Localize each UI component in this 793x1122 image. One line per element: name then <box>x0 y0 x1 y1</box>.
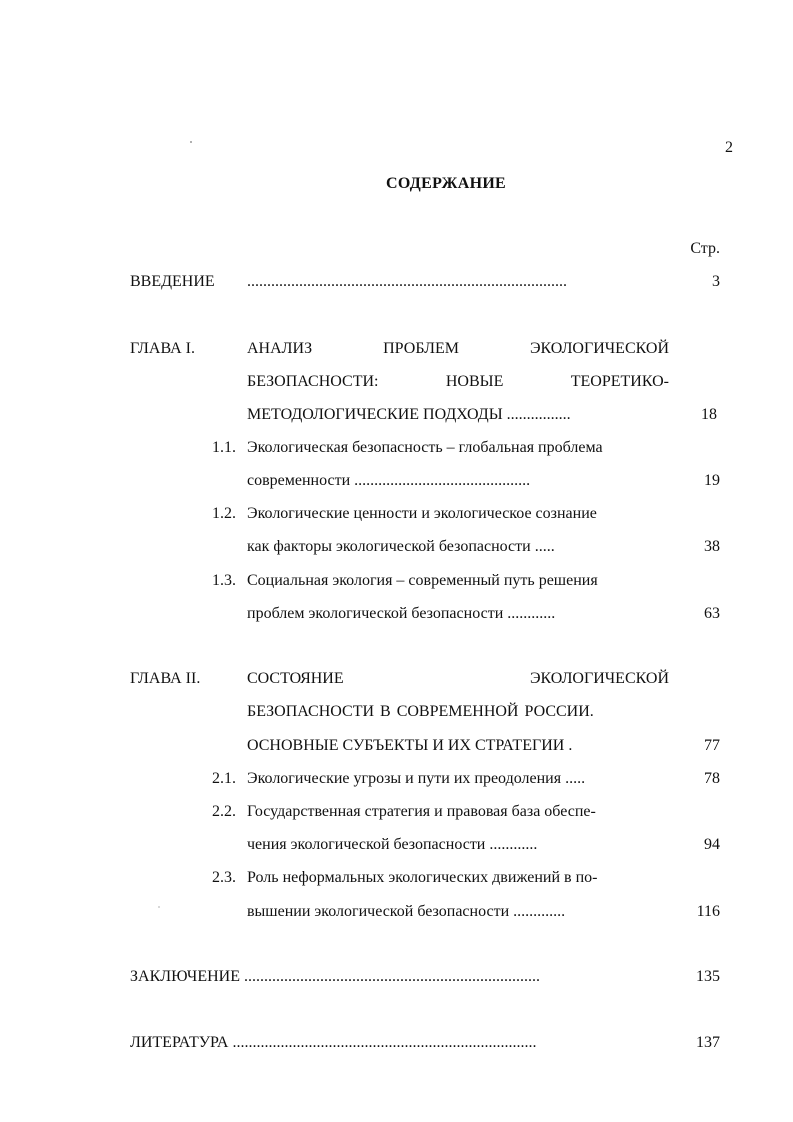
title-word: НОВЫЕ <box>445 373 504 390</box>
section-title-line-1: Экологические угрозы и пути их преодоления ..... <box>247 770 586 787</box>
chapter-1-title-line-2 <box>247 373 669 391</box>
page-column-header: Стр. <box>690 240 720 257</box>
chapter-2-title-line-3: ОСНОВНЫЕ СУБЪЕКТЫ И ИХ СТРАТЕГИИ . <box>247 737 573 754</box>
section-title-line-1: Социальная экология – современный путь решения <box>247 572 598 589</box>
toc-conclusion-page: 135 <box>696 968 720 985</box>
chapter-2-title-line-2: БЕЗОПАСНОСТИ В СОВРЕМЕННОЙ РОССИИ. <box>247 703 594 720</box>
chapter-1-title-line-3: МЕТОДОЛОГИЧЕСКИЕ ПОДХОДЫ ................ <box>247 406 571 423</box>
section-page: 116 <box>696 903 720 920</box>
page-title: СОДЕРЖАНИЕ <box>386 175 507 192</box>
section-page: 38 <box>704 538 720 555</box>
title-word: СОСТОЯНИЕ <box>247 670 344 687</box>
section-page: 94 <box>704 836 720 853</box>
section-page: 63 <box>704 605 720 622</box>
title-word: ЭКОЛОГИЧЕСКОЙ <box>529 340 669 357</box>
section-title-line-2: современности ............................................ <box>247 472 531 489</box>
chapter-1-title-line-1 <box>247 340 669 358</box>
section-title-line-2: вышении экологической безопасности ............. <box>247 903 566 920</box>
section-title-line-1: Экологическая безопасность – глобальная проблема <box>247 439 603 456</box>
section-number: 2.3. <box>212 869 236 886</box>
title-word: ЭКОЛОГИЧЕСКОЙ <box>529 670 669 687</box>
section-title-line-1: Экологические ценности и экологическое сознание <box>247 505 597 522</box>
title-word: ПРОБЛЕМ <box>383 340 459 357</box>
toc-intro-label: ВВЕДЕНИЕ <box>130 273 215 290</box>
section-number: 1.3. <box>212 572 236 589</box>
scan-speck <box>190 141 192 143</box>
section-page: 78 <box>704 770 720 787</box>
chapter-2-page: 77 <box>704 737 720 754</box>
section-title-line-1: Роль неформальных экологических движений в по- <box>247 869 598 886</box>
chapter-2-label: ГЛАВА II. <box>130 670 201 687</box>
title-word: БЕЗОПАСНОСТИ: <box>247 373 379 390</box>
section-title-line-2: проблем экологической безопасности ............ <box>247 605 556 622</box>
chapter-1-label: ГЛАВА I. <box>130 340 195 357</box>
toc-intro-dots: ................................................................................ <box>247 273 567 290</box>
page-number: 2 <box>725 139 733 156</box>
title-word: АНАЛИЗ <box>247 340 313 357</box>
toc-literature-page: 137 <box>696 1034 720 1051</box>
section-number: 2.2. <box>212 803 236 820</box>
toc-conclusion-label: ЗАКЛЮЧЕНИЕ .......................................................................... <box>130 968 540 985</box>
section-title-line-1: Государственная стратегия и правовая база обеспе- <box>247 803 596 820</box>
chapter-2-title-line-1 <box>247 670 669 688</box>
toc-literature-label: ЛИТЕРАТУРА ............................................................................ <box>130 1034 537 1051</box>
toc-intro-page: 3 <box>712 273 720 290</box>
title-word: ТЕОРЕТИКО- <box>570 373 669 390</box>
chapter-1-page: 18 <box>701 406 717 423</box>
section-title-line-2: как факторы экологической безопасности ..... <box>247 538 555 555</box>
section-number: 2.1. <box>212 770 236 787</box>
section-number: 1.1. <box>212 439 236 456</box>
section-page: 19 <box>704 472 720 489</box>
section-title-line-2: чения экологической безопасности ............ <box>247 836 538 853</box>
scan-speck <box>158 906 160 908</box>
section-number: 1.2. <box>212 505 236 522</box>
